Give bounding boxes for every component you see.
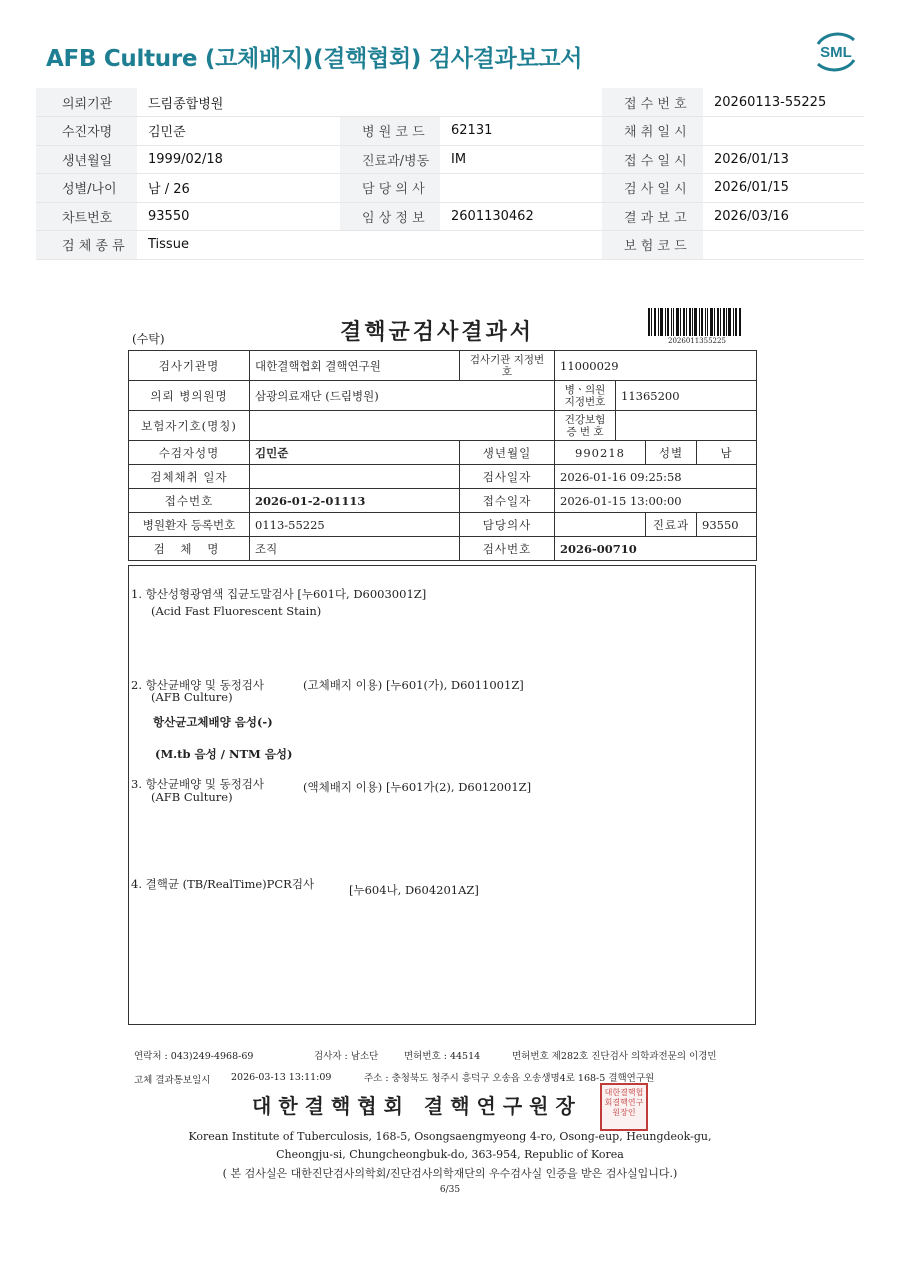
item-3-media: (액체배지 이용) [누601가(2), D6012001Z] (303, 780, 532, 794)
collect-date-label: 채 취 일 시 (602, 117, 703, 146)
insurance-label: 보 험 코 드 (602, 231, 703, 260)
dept-label: 진료과/병동 (340, 145, 440, 174)
req-hosp-value: 삼광의료재단 (드림병원) (250, 381, 555, 411)
insurer-label: 보험자기호(명칭) (129, 411, 250, 441)
results-box (128, 565, 756, 1025)
lab-id-value: 11000029 (555, 351, 757, 381)
lab-value: 대한결핵협회 결핵연구원 (250, 351, 460, 381)
item-3-english: (AFB Culture) (151, 790, 233, 804)
grid-row (129, 513, 757, 537)
test-date-value: 2026-01-16 09:25:58 (555, 465, 757, 489)
page-number: 6/35 (439, 1185, 461, 1195)
hospital-code-label: 병 원 코 드 (340, 117, 440, 146)
notify-datetime: 2026-03-13 13:11:09 (231, 1072, 332, 1083)
receipt-date-value: 2026/01/13 (703, 145, 864, 174)
tester-license: 면허번호 : 44514 (404, 1051, 481, 1062)
info-row (36, 145, 864, 174)
client-value: 드림종합병원 (137, 88, 340, 117)
dob-label: 생년월일 (36, 145, 137, 174)
grid-row (129, 351, 757, 381)
doc-value (555, 513, 646, 537)
item-1-title: 1. 항산성형광염색 집균도말검사 [누601다, D6003001Z] (131, 587, 427, 601)
address: 주소 : 충청북도 청주시 흥덕구 오송읍 오송생명4로 168-5 결핵연구원 (364, 1073, 655, 1084)
dept-value: 93550 (697, 513, 757, 537)
lab-id-label: 검사기관 지정번호 (460, 351, 555, 381)
accession-value: 2026-01-2-01113 (250, 489, 460, 513)
sex-age-label: 성별/나이 (36, 174, 137, 203)
spec-value: 조직 (250, 537, 460, 561)
item-2-result: 항산균고체배양 음성(-) (153, 715, 273, 729)
grid-row (129, 537, 757, 561)
info-row (36, 174, 864, 203)
item-2-english: (AFB Culture) (151, 690, 233, 704)
sex-age-value: 남 / 26 (137, 174, 340, 203)
collect-date-value (703, 117, 864, 146)
dept-label: 진료과 (646, 513, 697, 537)
specimen-value: Tissue (137, 231, 340, 260)
info-row (36, 202, 864, 231)
report-date-value: 2026/03/16 (703, 202, 864, 231)
receipt-date-label: 접 수 일 시 (602, 145, 703, 174)
sml-logo (808, 28, 864, 76)
doctor-value (440, 174, 602, 203)
grid-row (129, 441, 757, 465)
insurer-value (250, 411, 555, 441)
insurance-value (703, 231, 864, 260)
info-row (36, 231, 864, 260)
reg-value: 0113-55225 (250, 513, 460, 537)
address-english-1: Korean Institute of Tuberculosis, 168-5, Osongsaengmyeong 4-ro, Osong-eup, Heungdeok-gu, (188, 1130, 712, 1143)
req-hosp-label: 의뢰 병의원명 (129, 381, 250, 411)
item-3-title: 3. 항산균배양 및 동정검사 (131, 777, 265, 791)
director: 면허번호 제282호 진단검사 의학과전문의 이경민 (512, 1051, 717, 1062)
empty-cell (440, 231, 602, 260)
sex-value: 남 (697, 441, 757, 465)
clinical-label: 임 상 정 보 (340, 202, 440, 231)
test-date-value: 2026/01/15 (703, 174, 864, 203)
lab-label: 검사기관명 (129, 351, 250, 381)
official-seal: 대한결핵협회결핵연구원장인 (600, 1083, 648, 1131)
grid-row (129, 411, 757, 441)
doc-label: 담당의사 (460, 513, 555, 537)
item-2-result-detail: (M.tb 음성 / NTM 음성) (155, 747, 293, 761)
empty-cell (440, 88, 602, 117)
patient-value: 김민준 (137, 117, 340, 146)
accession-label: 접수번호 (129, 489, 250, 513)
institute-name: 대한결핵협회 결핵연구원장 (252, 1094, 582, 1118)
hospital-code-value: 62131 (440, 117, 602, 146)
test-no-label: 검사번호 (460, 537, 555, 561)
dept-value: IM (440, 145, 602, 174)
spec-label: 검 체 명 (129, 537, 250, 561)
page-title: AFB Culture (고체배지)(결핵협회) 검사결과보고서 (46, 46, 583, 72)
patient-label: 수진자명 (36, 117, 137, 146)
name-label: 수검자성명 (129, 441, 250, 465)
birth-label: 생년월일 (460, 441, 555, 465)
empty-cell (340, 231, 440, 260)
clinic-id-value: 11365200 (616, 381, 757, 411)
test-no-value: 2026-00710 (555, 537, 757, 561)
report-title: 결핵균검사결과서 (340, 319, 535, 345)
receipt-no-label: 접 수 번 호 (602, 88, 703, 117)
chart-value: 93550 (137, 202, 340, 231)
empty-cell (340, 88, 440, 117)
specimen-label: 검 체 종 류 (36, 231, 137, 260)
receive-value: 2026-01-15 13:00:00 (555, 489, 757, 513)
grid-row (129, 465, 757, 489)
barcode-number: 2026011355225 (668, 337, 726, 345)
health-ins-value (616, 411, 757, 441)
clinical-value: 2601130462 (440, 202, 602, 231)
info-row (36, 88, 864, 117)
collect-label: 검체채취 일자 (129, 465, 250, 489)
birth-value: 990218 (555, 441, 646, 465)
dob-value: 1999/02/18 (137, 145, 340, 174)
chart-label: 차트번호 (36, 202, 137, 231)
certification-note: ( 본 검사실은 대한진단검사의학회/진단검사의학재단의 우수검사실 인증을 받은 검사실입니다.) (222, 1167, 678, 1180)
tester: 검사자 : 남소단 (314, 1051, 379, 1062)
item-1-english: (Acid Fast Fluorescent Stain) (151, 604, 322, 618)
patient-info-table (36, 88, 864, 260)
item-2-title: 2. 항산균배양 및 동정검사 (131, 678, 265, 692)
grid-row (129, 489, 757, 513)
notify-label: 고체 결과통보일시 (134, 1075, 211, 1086)
item-4-code: [누604나, D604201AZ] (349, 883, 479, 897)
barcode (648, 308, 741, 336)
test-date-label: 검사일자 (460, 465, 555, 489)
receive-label: 접수일자 (460, 489, 555, 513)
grid-row (129, 381, 757, 411)
item-4-title: 4. 결핵균 (TB/RealTime)PCR검사 (131, 877, 315, 891)
copy-tag: (수탁) (132, 332, 165, 346)
address-english-2: Cheongju-si, Chungcheongbuk-do, 363-954, Republic of Korea (276, 1148, 624, 1161)
name-value: 김민준 (250, 441, 460, 465)
collect-value (250, 465, 460, 489)
report-date-label: 결 과 보 고 (602, 202, 703, 231)
scanned-report (0, 290, 900, 1220)
health-ins-label: 건강보험 증 번 호 (555, 411, 616, 441)
sex-label: 성별 (646, 441, 697, 465)
contact: 연락처 : 043)249-4968-69 (134, 1051, 254, 1062)
report-header-grid (128, 350, 757, 561)
receipt-no-value: 20260113-55225 (703, 88, 864, 117)
test-date-label: 검 사 일 시 (602, 174, 703, 203)
info-row (36, 117, 864, 146)
client-label: 의뢰기관 (36, 88, 137, 117)
clinic-id-label: 병ㆍ의원 지정번호 (555, 381, 616, 411)
reg-label: 병원환자 등록번호 (129, 513, 250, 537)
logo-text: SML (820, 44, 852, 61)
item-2-media: (고체배지 이용) [누601(가), D6011001Z] (303, 678, 524, 692)
doctor-label: 담 당 의 사 (340, 174, 440, 203)
